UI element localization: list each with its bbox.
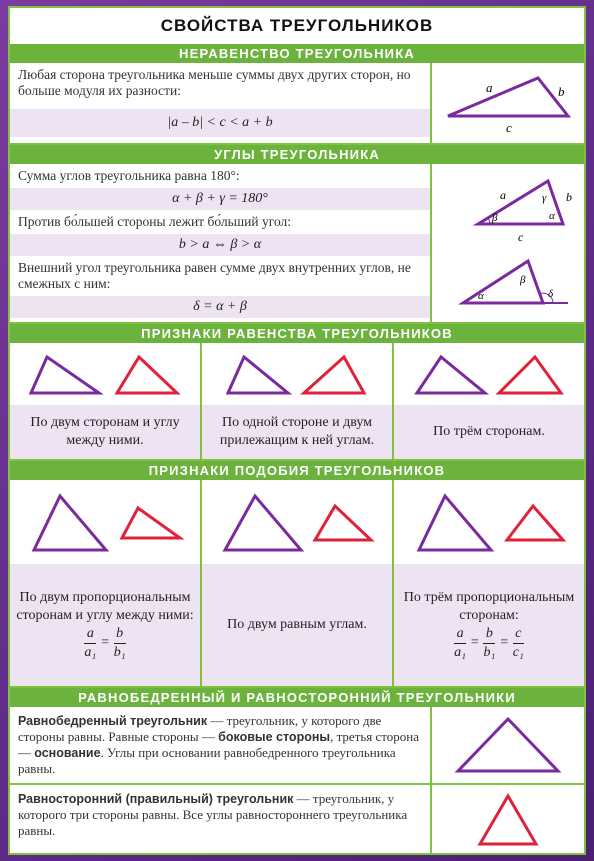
isosceles-text-part: . Углы при основании равнобедренного треугольника равны.	[18, 745, 396, 776]
label-c: c	[506, 120, 512, 135]
label-delta: δ	[548, 288, 554, 300]
angles-ext-formula: δ = α + β	[10, 296, 430, 318]
similarity-formula	[84, 625, 125, 662]
similarity-sas	[10, 480, 202, 686]
frac-den: a₁	[84, 644, 97, 660]
similarity-formula	[454, 625, 524, 662]
equals-sign: =	[470, 635, 480, 650]
equilateral-row	[10, 785, 584, 855]
similarity-caption: По двум пропорциональным сторонам и углу между ними:	[16, 589, 194, 623]
isosceles-text	[10, 707, 432, 783]
equality-caption: По двум сторонам и углу между ними.	[10, 405, 200, 459]
isosceles-triangle-svg	[448, 713, 568, 777]
frac-den: a₁	[454, 644, 466, 660]
section-heading-inequality: НЕРАВЕНСТВО ТРЕУГОЛЬНИКА	[10, 44, 584, 63]
equals-sign: =	[499, 635, 509, 650]
angles-opp-text: Против бо́льшей стороны лежит бо́льший угол:	[18, 214, 292, 229]
equilateral-triangle-svg	[468, 790, 548, 850]
poster-card	[8, 6, 586, 855]
similarity-caption-box	[10, 564, 200, 686]
angles-sum-text: Сумма углов треугольника равна 180°:	[18, 168, 240, 183]
triangle-icon	[300, 351, 370, 397]
similarity-sss	[394, 480, 584, 686]
triangle-icon	[503, 500, 567, 544]
equality-sss-figures	[394, 343, 584, 405]
angles-figures	[432, 164, 584, 322]
inequality-triangle-svg	[438, 68, 578, 138]
frac-den: c₁	[512, 644, 524, 660]
label-alpha: α	[549, 210, 555, 222]
frac-num: a	[456, 625, 464, 641]
section-heading-angles: УГЛЫ ТРЕУГОЛЬНИКА	[10, 145, 584, 164]
triangle-icon	[116, 502, 186, 542]
inequality-figure	[432, 63, 584, 143]
inequality-text-col	[10, 63, 432, 143]
equality-asa	[202, 343, 394, 459]
term-lateral-sides: боковые стороны	[218, 730, 331, 744]
similarity-aa	[202, 480, 394, 686]
frac-den: b₁	[113, 644, 126, 660]
frac-num: b	[116, 625, 124, 641]
isosceles-text-part: , третья сторона —	[18, 729, 420, 760]
similarity-caption: По трём пропорциональным сторонам:	[403, 589, 575, 623]
label-a: a	[500, 188, 506, 202]
equilateral-text-part: — треугольник, у которого три стороны равны. Все углы равностороннего треугольника равны.	[18, 791, 408, 838]
section-heading-similarity: ПРИЗНАКИ ПОДОБИЯ ТРЕУГОЛЬНИКОВ	[10, 461, 584, 480]
equality-asa-figures	[202, 343, 392, 405]
equilateral-figure	[432, 785, 584, 855]
similarity-sss-figures	[394, 480, 584, 564]
inequality-formula: |a – b| < c < a + b	[10, 109, 430, 137]
frac-den: b₁	[483, 644, 496, 660]
angles-text-col	[10, 164, 432, 322]
triangle-icon	[411, 490, 497, 554]
inequality-text: Любая сторона треугольника меньше суммы двух других сторон, но больше модуля их разности:	[18, 67, 411, 98]
exterior-angle-svg	[438, 253, 578, 317]
label-b: b	[558, 84, 565, 99]
equality-grid	[10, 343, 584, 461]
page-title: СВОЙСТВА ТРЕУГОЛЬНИКОВ	[160, 16, 434, 35]
equality-caption: По трём сторонам.	[394, 405, 584, 459]
triangle-icon	[224, 351, 294, 397]
equality-sss	[394, 343, 584, 459]
angles-opp-formula: b > a ⇔ β > α	[10, 234, 430, 256]
triangle-icon	[219, 490, 305, 554]
triangle-icon	[413, 351, 489, 397]
label-a: a	[486, 80, 493, 95]
inequality-row	[10, 63, 584, 145]
term-base: основание	[34, 746, 101, 760]
term-isosceles: Равнобедренный треугольник	[18, 714, 208, 728]
angles-row	[10, 164, 584, 324]
equality-sas	[10, 343, 202, 459]
term-equilateral: Равносторонний (правильный) треугольник	[18, 792, 294, 806]
equality-caption: По одной стороне и двум прилежащим к ней углам.	[202, 405, 392, 459]
frac-num: b	[485, 625, 493, 641]
triangle-icon	[113, 351, 183, 397]
isosceles-row	[10, 707, 584, 785]
isosceles-figure	[432, 707, 584, 783]
section-heading-equality: ПРИЗНАКИ РАВЕНСТВА ТРЕУГОЛЬНИКОВ	[10, 324, 584, 343]
label-alpha: α	[478, 290, 484, 302]
frac-num: c	[515, 625, 522, 641]
isosceles-text-part: — треугольник, у которого две стороны равны. Равные стороны —	[18, 713, 382, 744]
angles-ext-text: Внешний угол треугольника равен сумме двух внутренних углов, не смежных с ним:	[18, 260, 411, 291]
triangle-icon	[495, 351, 565, 397]
triangle-icon	[27, 351, 107, 397]
label-beta: β	[492, 212, 498, 224]
label-b: b	[566, 190, 572, 204]
equality-sas-figures	[10, 343, 200, 405]
frac-num: a	[86, 625, 94, 641]
equilateral-text	[10, 785, 432, 855]
triangle-shape	[463, 261, 543, 303]
triangle-icon	[24, 490, 110, 554]
similarity-caption: По двум равным углам.	[202, 564, 392, 686]
label-gamma: γ	[542, 192, 547, 204]
angles-triangle-svg	[438, 169, 578, 249]
triangle-shape	[448, 78, 568, 116]
angles-sum-formula: α + β + γ = 180°	[10, 188, 430, 210]
label-c: c	[518, 230, 524, 244]
equals-sign: =	[100, 635, 110, 650]
similarity-sas-figures	[10, 480, 200, 564]
similarity-caption-box	[394, 564, 584, 686]
section-heading-isosceles: РАВНОБЕДРЕННЫЙ И РАВНОСТОРОННИЙ ТРЕУГОЛЬНИКИ	[10, 688, 584, 707]
triangle-icon	[311, 500, 375, 544]
label-beta: β	[520, 274, 526, 286]
similarity-aa-figures	[202, 480, 392, 564]
similarity-grid	[10, 480, 584, 688]
